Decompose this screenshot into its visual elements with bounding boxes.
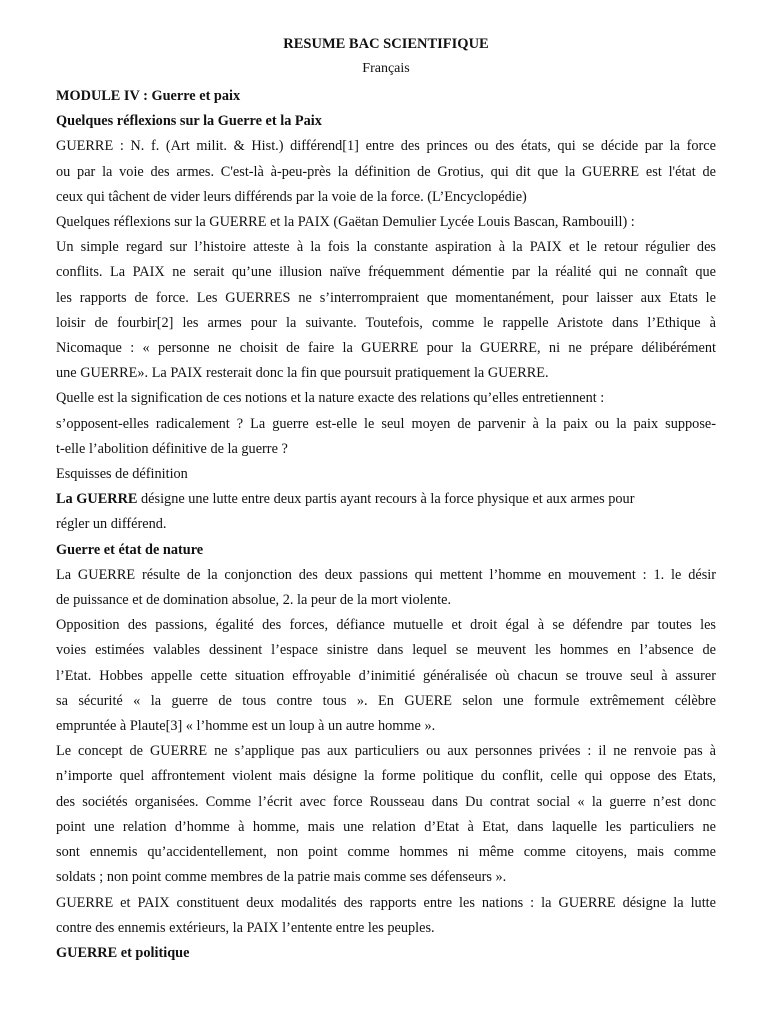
heading-guerre-et-politique: GUERRE et politique [56, 944, 190, 961]
paragraph-rousseau [56, 739, 716, 890]
section-heading: Quelques réflexions sur la Guerre et la Paix [56, 113, 322, 130]
text-line: Un simple regard sur l’histoire atteste à la fois la constante aspiration à la PAIX et le retour régulier des [56, 239, 716, 256]
text-line: Nicomaque : « personne ne choisit de faire la GUERRE pour la GUERRE, ni ne prépare délibérément [56, 340, 716, 357]
text-line: conflits. La PAIX ne serait qu’une illusion naïve fréquemment démentie par la réalité qui ne connaît que [56, 264, 716, 281]
paragraph-modalites [56, 891, 716, 941]
text-line: Quelle est la signification de ces notions et la nature exacte des relations qu’elles entretiennent : [56, 390, 605, 407]
text-line: ceux qui tâchent de vider leurs différends par la voie de la force. (L’Encyclopédie) [56, 188, 527, 205]
paragraph-passions [56, 563, 716, 613]
text-line: t-elle l’abolition définitive de la guerre ? [56, 440, 288, 457]
text-line: soldats ; non point comme membres de la patrie mais comme ses défenseurs ». [56, 869, 507, 886]
text-line: les rapports de force. Les GUERRES ne s’interrompraient que momentanément, pour laisser aux Etats le [56, 289, 716, 306]
text-line: sa sécurité « la guerre de tous contre tous ». En GUERE selon une formule extrêmement célèbre [56, 692, 716, 709]
text-line: des sociétés organisées. Comme l’écrit avec force Rousseau dans Du contrat social « la guerre n’est donc [56, 793, 716, 810]
term-la-guerre: La GUERRE [56, 491, 138, 508]
esquisses-label: Esquisses de définition [56, 466, 188, 483]
text-line: sont ennemis qu’accidentellement, non point comme hommes ni même comme citoyens, mais comme [56, 844, 716, 861]
paragraph-regard [56, 235, 716, 386]
text-line: empruntée à Plaute[3] « l’homme est un loup à un autre homme ». [56, 718, 436, 735]
document-title: RESUME BAC SCIENTIFIQUE [283, 36, 489, 52]
heading-etat-de-nature: Guerre et état de nature [56, 541, 204, 558]
text-line [56, 487, 716, 512]
text-line: régler un différend. [56, 516, 167, 533]
text-line: ou par la voie des armes. C'est-là à-peu-près la définition de Grotius, qui dit que la GUERRE est l'état de [56, 163, 716, 180]
text-line: voies estimées valables dessinent l’espace sinistre dans lequel se meuvent les hommes en l’absence de [56, 642, 716, 659]
module-heading: MODULE IV : Guerre et paix [56, 88, 241, 104]
text-line: GUERRE et PAIX constituent deux modalités des rapports entre les nations : la GUERRE désigne la lutte [56, 894, 716, 911]
text-line: contre des ennemis extérieurs, la PAIX l’entente entre les peuples. [56, 919, 435, 936]
paragraph-hobbes [56, 613, 716, 739]
text-line: GUERRE : N. f. (Art milit. & Hist.) différend[1] entre des princes ou des états, qui se décide par la force [56, 138, 716, 155]
text-line: loisir de fourbir[2] les armes pour la suivante. Toutefois, comme le rappelle Aristote dans l’Ethique à [56, 314, 716, 331]
paragraph-question [56, 386, 716, 462]
text-line: point une relation d’homme à homme, mais une relation d’Etat à Etat, dans laquelle les particuliers ne [56, 818, 716, 835]
paragraph-guerre-definition [56, 487, 716, 537]
text-line: s’opposent-elles radicalement ? La guerre est-elle le seul moyen de parvenir à la paix ou la paix suppose- [56, 415, 716, 432]
text-line: n’importe quel affrontement violent mais désigne la forme politique du conflit, celle qui oppose des Etats, [56, 768, 716, 785]
text-line: une GUERRE». La PAIX resterait donc la fin que poursuit pratiquement la GUERRE. [56, 365, 549, 382]
document-page [56, 32, 716, 966]
document-subtitle: Français [362, 61, 410, 76]
text-line: Opposition des passions, égalité des forces, défiance mutuelle et droit égal à se défendre par toutes les [56, 617, 716, 634]
text-line: La GUERRE résulte de la conjonction des deux passions qui mettent l’homme en mouvement : 1. le désir [56, 566, 716, 583]
paragraph-source: Quelques réflexions sur la GUERRE et la PAIX (Gaëtan Demulier Lycée Louis Bascan, Rambouill) : [56, 214, 635, 231]
text-line: l’Etat. Hobbes appelle cette situation effroyable d’inimitié généralisée où chacun se trouve seul à assurer [56, 667, 716, 684]
paragraph-definition [56, 134, 716, 210]
text-line: de puissance et de domination absolue, 2. la peur de la mort violente. [56, 592, 452, 609]
definition-text: désigne une lutte entre deux partis ayant recours à la force physique et aux armes pour [137, 491, 635, 508]
text-line: Le concept de GUERRE ne s’applique pas aux particuliers ou aux personnes privées : il ne renvoie pas à [56, 743, 716, 760]
